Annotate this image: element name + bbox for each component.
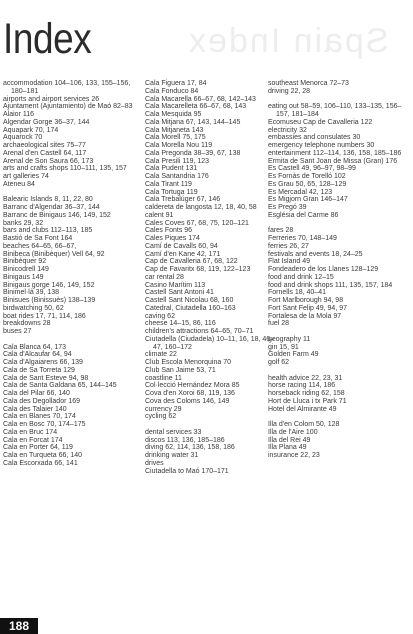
index-entry: Cala del Pilar 66, 140 xyxy=(3,390,70,397)
index-entry: Illa de l'Aire 100 xyxy=(268,428,318,436)
index-entry: Cova d'en Xoroi 68, 119, 136 xyxy=(145,390,235,397)
index-entry: Cala Presili 119, 123 xyxy=(145,157,210,165)
index-entry: Castell Sant Nicolau 68, 160 xyxy=(145,297,234,304)
index-entry: beaches 64–65, 66–67, xyxy=(3,242,77,250)
index-column-2 xyxy=(145,80,275,475)
index-entry: caldereta de langosta 12, 18, 40, 58 xyxy=(145,204,257,211)
index-entry: Es Migjorn Gran 146–147 xyxy=(268,196,348,204)
index-entry: Ciutadella to Maó 170–171 xyxy=(145,467,229,475)
index-entry: coastline 11 xyxy=(145,374,182,382)
index-entry: dental services 33 xyxy=(145,428,202,436)
index-entry: Cala de Sant Esteve 94, 98 xyxy=(3,374,89,382)
index-entry: Cala en Turqueta 66, 140 xyxy=(3,452,83,459)
index-entry: entertainment 112–114, 136, 158, 185–186 xyxy=(268,149,402,157)
index-entry: Binibèquer 92 xyxy=(3,258,47,266)
index-entry: Binibeca (Binibèquer) Vell 64, 92 xyxy=(3,250,105,258)
index-entry: Cova des Coloms 146, 149 xyxy=(145,397,230,405)
index-entry: driving 22, 28 xyxy=(268,87,311,95)
index-entry: Cala en Blanes 70, 174 xyxy=(3,413,76,421)
mirrored-bleed-through-text: Spain Index xyxy=(187,22,389,60)
index-entry: Cala en Porter 64, 119 xyxy=(3,444,73,452)
letter-group-gap xyxy=(3,336,133,344)
index-entry: Es Castell 49, 96–97, 98–99 xyxy=(268,165,356,173)
index-entry: accommodation 104–106, 133, 155–156, 180–181 xyxy=(3,80,131,95)
index-entry: Cala Mitjaneta 143 xyxy=(145,126,204,134)
index-entry: Cala Santandria 176 xyxy=(145,173,209,180)
index-entry: Club Escola Menorquina 70 xyxy=(145,359,231,366)
index-entry: Es Grau 50, 65, 128–129 xyxy=(268,180,347,188)
index-entry: Bastió de Sa Font 164 xyxy=(3,235,73,242)
index-entry: health advice 22, 23, 31 xyxy=(268,374,343,382)
index-entry: southeast Menorca 72–73 xyxy=(268,80,349,87)
index-entry: Cala Macarella 66–67, 68, 142–143 xyxy=(145,95,256,103)
index-entry: Ferreries 70, 148–149 xyxy=(268,235,337,242)
index-entry: Església del Carme 86 xyxy=(268,211,339,219)
index-entry: fares 28 xyxy=(268,227,294,235)
index-entry: geography 11 xyxy=(268,335,311,343)
index-entry: Cala des Talaier 140 xyxy=(3,405,67,413)
index-entry: Arenal de Son Saura 66, 173 xyxy=(3,157,94,165)
letter-group-gap xyxy=(268,96,408,104)
index-entry: Es Pregó 39 xyxy=(268,204,307,211)
index-entry: buses 27 xyxy=(3,328,32,335)
index-entry: Cala Morell 75, 175 xyxy=(145,134,206,142)
index-entry: Cala d'Algaiarens 66, 139 xyxy=(3,359,83,366)
index-entry: Barranc de Binigaus 146, 149, 152 xyxy=(3,211,111,219)
index-entry: art galleries 74 xyxy=(3,173,49,180)
index-entry: discos 113, 136, 185–186 xyxy=(145,436,225,444)
index-entry: embassies and consulates 30 xyxy=(268,134,361,142)
index-entry: Cala en Bosc 70, 174–175 xyxy=(3,421,86,428)
index-entry: Algendar Gorge 36–37, 144 xyxy=(3,118,90,126)
index-entry: festivals and events 18, 24–25 xyxy=(268,250,363,258)
index-entry: calent 91 xyxy=(145,211,174,219)
index-entry: cycling 62 xyxy=(145,413,177,421)
index-entry: Fornells 18, 40–41 xyxy=(268,289,326,297)
index-entry: emergency telephone numbers 30 xyxy=(268,142,375,149)
index-entry: archaeological sites 75–77 xyxy=(3,142,86,149)
letter-group-gap xyxy=(268,220,408,228)
index-entry: caving 62 xyxy=(145,312,175,320)
index-entry: Cala Tirant 119 xyxy=(145,180,192,188)
index-entry: Casino Marítim 113 xyxy=(145,281,206,289)
index-entry: Hotel del Almirante 49 xyxy=(268,405,337,413)
index-entry: Cala d'Alcaufar 64, 94 xyxy=(3,351,72,359)
letter-group-gap xyxy=(268,328,408,336)
index-entry: Cala Blanca 64, 173 xyxy=(3,343,67,351)
index-entry: eating out 58–59, 106–110, 133–135, 156–157, 181–184 xyxy=(268,103,402,118)
index-entry: Hort de Lluca i tx Park 71 xyxy=(268,397,347,405)
index-entry: insurance 22, 23 xyxy=(268,452,320,459)
index-entry: Ecomuseu Cap de Cavalleria 122 xyxy=(268,118,373,126)
index-entry: Aquarock 70 xyxy=(3,134,43,142)
index-entry: Col·lecció Hernández Mora 85 xyxy=(145,382,240,390)
index-entry: Illa Plana 49 xyxy=(268,444,307,452)
index-entry: Binimel·là 39, 138 xyxy=(3,289,60,297)
index-entry: horseback riding 62, 158 xyxy=(268,390,345,397)
index-entry: Cap de Favaritx 68, 119, 122–123 xyxy=(145,266,251,273)
index-entry: Binigaus 149 xyxy=(3,273,44,281)
index-entry: Cala en Bruc 174 xyxy=(3,428,58,436)
index-entry: Cales Piques 174 xyxy=(145,235,200,242)
index-entry: Flat Island 49 xyxy=(268,258,311,266)
index-entry: Binisues (Binissuès) 138–139 xyxy=(3,297,96,304)
index-entry: car rental 28 xyxy=(145,273,184,281)
index-entry: Cala Figuera 17, 84 xyxy=(145,80,207,87)
index-entry: Balearic Islands 8, 11, 22, 80 xyxy=(3,196,93,204)
index-entry: food and drink 12–15 xyxy=(268,273,334,281)
index-entry: bars and clubs 112–113, 185 xyxy=(3,227,93,235)
letter-group-gap xyxy=(268,413,408,421)
index-entry: Illa d'en Colom 50, 128 xyxy=(268,421,340,428)
index-entry: horse racing 114, 186 xyxy=(268,382,336,390)
index-entry: Club San Jaime 53, 71 xyxy=(145,366,216,374)
letter-group-gap xyxy=(3,189,133,197)
index-entry: golf 62 xyxy=(268,359,290,366)
index-entry: Camí de Cavalls 60, 94 xyxy=(145,242,218,250)
index-entry: breakdowns 28 xyxy=(3,320,51,328)
index-entry: Cala Trebalúger 67, 146 xyxy=(145,196,221,204)
index-entry: Illa del Rei 49 xyxy=(268,436,311,444)
index-entry: arts and crafts shops 110–111, 135, 157 xyxy=(3,165,127,173)
index-entry: Fortalesa de la Mola 97 xyxy=(268,312,342,320)
index-entry: gin 15, 91 xyxy=(268,343,299,351)
letter-group-gap xyxy=(145,421,275,429)
index-entry: Cala Mesquida 95 xyxy=(145,111,202,118)
index-entry: Catedral, Ciutadella 160–163 xyxy=(145,304,236,312)
index-entry: fuel 28 xyxy=(268,320,290,328)
index-entry: Golden Farm 49 xyxy=(268,351,319,359)
index-entry: airports and airport services 26 xyxy=(3,95,100,103)
index-entry: Aquapark 70, 174 xyxy=(3,126,59,134)
index-entry: Cales Coves 67, 68, 75, 120–121 xyxy=(145,219,249,227)
index-entry: Cala Fonduco 84 xyxy=(145,87,199,95)
index-entry: Cala de Santa Galdana 65, 144–145 xyxy=(3,382,117,390)
index-entry: Camí d'en Kane 42, 171 xyxy=(145,250,221,258)
index-entry: boat rides 17, 71, 114, 186 xyxy=(3,312,86,320)
index-entry: cheese 14–15, 86, 116 xyxy=(145,320,216,328)
index-entry: Arenal d'en Castell 64, 117 xyxy=(3,149,87,157)
index-column-3 xyxy=(268,80,408,460)
index-entry: climate 22 xyxy=(145,351,177,359)
index-entry: Cala Pregonda 38–39, 67, 138 xyxy=(145,149,241,157)
index-entry: drinking water 31 xyxy=(145,452,199,459)
index-entry: Cala en Forcat 174 xyxy=(3,436,63,444)
page-title: Index xyxy=(3,15,92,63)
index-entry: Cala Pudent 131 xyxy=(145,165,198,173)
index-entry: Fondeadero de los Llanes 128–129 xyxy=(268,266,379,273)
index-entry: Cap de Cavalleria 67, 68, 122 xyxy=(145,258,238,266)
index-entry: Alaior 116 xyxy=(3,111,35,118)
index-entry: Cala Morella Nou 119 xyxy=(145,142,213,149)
index-entry: Cales Fonts 96 xyxy=(145,227,193,235)
index-entry: Fort Marlborough 94, 98 xyxy=(268,297,344,304)
index-entry: Cala de Sa Torreta 129 xyxy=(3,366,75,374)
index-entry: Binigaus gorge 146, 149, 152 xyxy=(3,281,95,289)
index-entry: Es Mercadal 42, 123 xyxy=(268,188,333,196)
index-entry: Ermita de Sant Joan de Missa (Gran) 176 xyxy=(268,157,398,165)
index-entry: Cala des Degollador 169 xyxy=(3,397,81,405)
index-entry: Ateneu 84 xyxy=(3,180,35,188)
page-number: 188 xyxy=(0,618,38,634)
letter-group-gap xyxy=(268,367,408,375)
index-entry: food and drink shops 111, 135, 157, 184 xyxy=(268,281,393,289)
index-entry: ferries 26, 27 xyxy=(268,242,309,250)
index-entry: children's attractions 64–65, 70–71 xyxy=(145,328,254,335)
index-entry: Ajuntament (Ajuntamiento) de Maó 82–83 xyxy=(3,103,133,111)
index-entry: Cala Mitjana 67, 143, 144–145 xyxy=(145,118,241,126)
index-entry: Es Fornàs de Torelló 102 xyxy=(268,173,346,180)
index-entry: Castell Sant Antoni 41 xyxy=(145,289,214,297)
index-entry: banks 29, 32 xyxy=(3,219,44,227)
index-entry: Barranc d'Algendar 36–37, 144 xyxy=(3,204,100,211)
index-entry: birdwatching 50, 62 xyxy=(3,304,64,312)
index-entry: Binicodrell 149 xyxy=(3,266,49,273)
index-entry: Cala Macarelleta 66–67, 68, 143 xyxy=(145,103,247,111)
index-entry: Cala Escorxada 66, 141 xyxy=(3,459,78,467)
index-column-1 xyxy=(3,80,133,468)
index-entry: drives xyxy=(145,459,164,467)
index-entry: diving 62, 114, 136, 158, 186 xyxy=(145,444,235,452)
index-entry: Fort Sant Felip 49, 94, 97 xyxy=(268,304,347,312)
index-entry: electricity 32 xyxy=(268,126,307,134)
index-entry: currency 29 xyxy=(145,405,182,413)
index-entry: Ciutadella (Ciudadela) 10–11, 16, 18, 46–47, 160–172 xyxy=(145,335,275,351)
index-entry: Cala Tortuga 119 xyxy=(145,188,198,196)
